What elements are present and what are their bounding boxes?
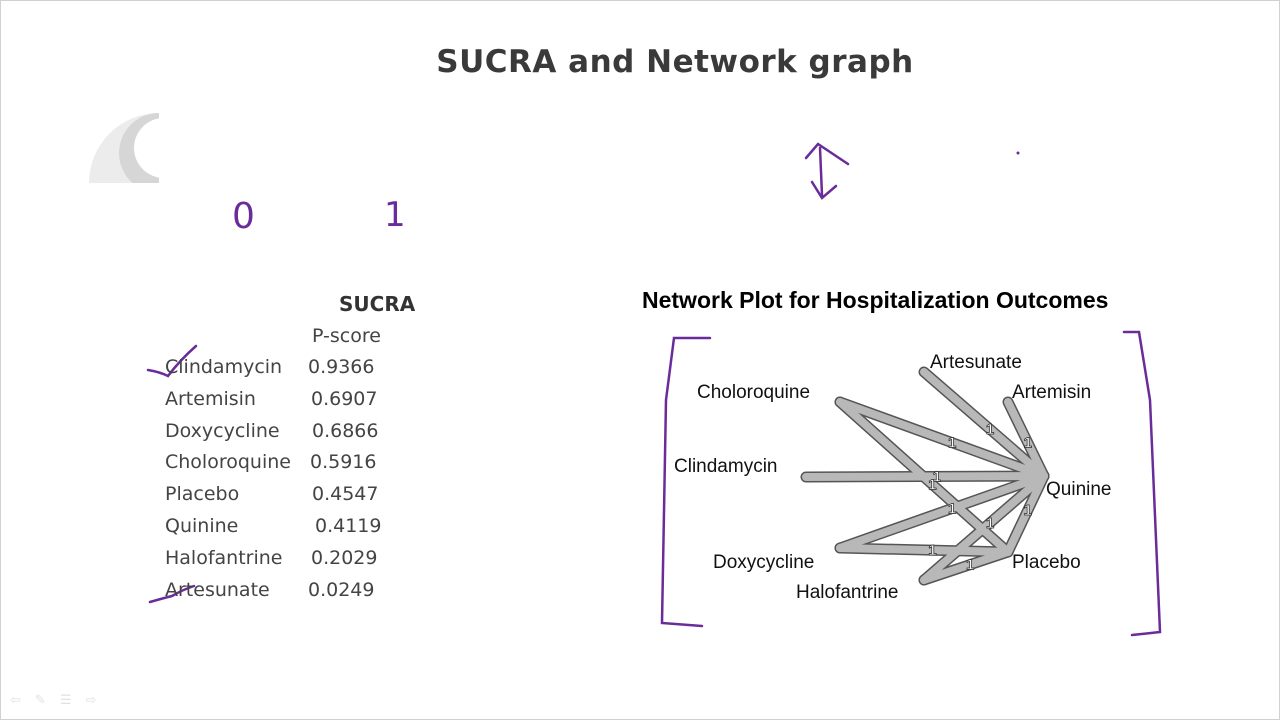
previous-slide-icon[interactable]: ⇦ bbox=[10, 692, 21, 708]
ink-zero: 0 bbox=[232, 196, 255, 237]
presentation-toolbar bbox=[10, 690, 130, 710]
p-score-value: 0.4119 bbox=[315, 515, 382, 537]
treatment-name: Artemisin bbox=[165, 388, 256, 410]
treatment-name: Halofantrine bbox=[165, 547, 283, 569]
edge-weight-label: 1 bbox=[1023, 502, 1032, 520]
slide-title: SUCRA and Network graph bbox=[436, 44, 914, 80]
next-slide-icon[interactable]: ⇨ bbox=[85, 692, 97, 708]
network-node-label: Placebo bbox=[1012, 552, 1081, 573]
edge-weight-label: 1 bbox=[1023, 434, 1032, 452]
ink-one: 1 bbox=[384, 195, 406, 235]
edge-weight-label: 1 bbox=[966, 556, 975, 574]
treatment-name: Doxycycline bbox=[165, 420, 280, 442]
network-node-label: Quinine bbox=[1046, 479, 1112, 500]
network-node-label: Artemisin bbox=[1012, 382, 1092, 403]
treatment-name: Placebo bbox=[165, 483, 240, 505]
p-score-value: 0.2029 bbox=[311, 547, 378, 569]
network-node-label: Doxycycline bbox=[713, 552, 815, 573]
edge-weight-label: 1 bbox=[948, 500, 957, 518]
network-node-label: Halofantrine bbox=[796, 582, 899, 603]
p-score-value: 0.6866 bbox=[312, 420, 379, 442]
network-edge bbox=[840, 548, 1008, 552]
edge-weight-label: 1 bbox=[985, 421, 995, 439]
edge-weight-label: 1 bbox=[985, 514, 995, 532]
edge-weight-label: 1 bbox=[928, 542, 937, 560]
p-score-value: 0.0249 bbox=[308, 579, 375, 601]
network-node-label: Choloroquine bbox=[697, 382, 811, 403]
edge-weight-label: 1 bbox=[948, 434, 957, 452]
p-score-value: 0.6907 bbox=[311, 388, 378, 410]
p-score-value: 0.9366 bbox=[308, 356, 375, 378]
p-score-value: 0.4547 bbox=[312, 483, 379, 505]
pen-icon[interactable]: ✎ bbox=[34, 692, 46, 708]
edge-weight-label: 1 bbox=[928, 476, 937, 494]
edge-weight-label: 1 bbox=[932, 468, 942, 486]
treatment-name: Quinine bbox=[165, 515, 239, 537]
pscore-column-header: P-score bbox=[312, 325, 381, 347]
network-node-label: Artesunate bbox=[930, 352, 1022, 373]
network-edge bbox=[806, 476, 1044, 477]
network-plot-title: Network Plot for Hospitalization Outcomes bbox=[642, 287, 1109, 313]
treatment-name: Choloroquine bbox=[165, 451, 291, 473]
sucra-heading: SUCRA bbox=[339, 292, 416, 316]
menu-icon[interactable]: ☰ bbox=[59, 692, 72, 708]
treatment-name: Artesunate bbox=[165, 579, 270, 601]
network-node-label: Clindamycin bbox=[674, 456, 778, 477]
p-score-value: 0.5916 bbox=[310, 451, 377, 473]
treatment-name: Clindamycin bbox=[165, 356, 283, 378]
